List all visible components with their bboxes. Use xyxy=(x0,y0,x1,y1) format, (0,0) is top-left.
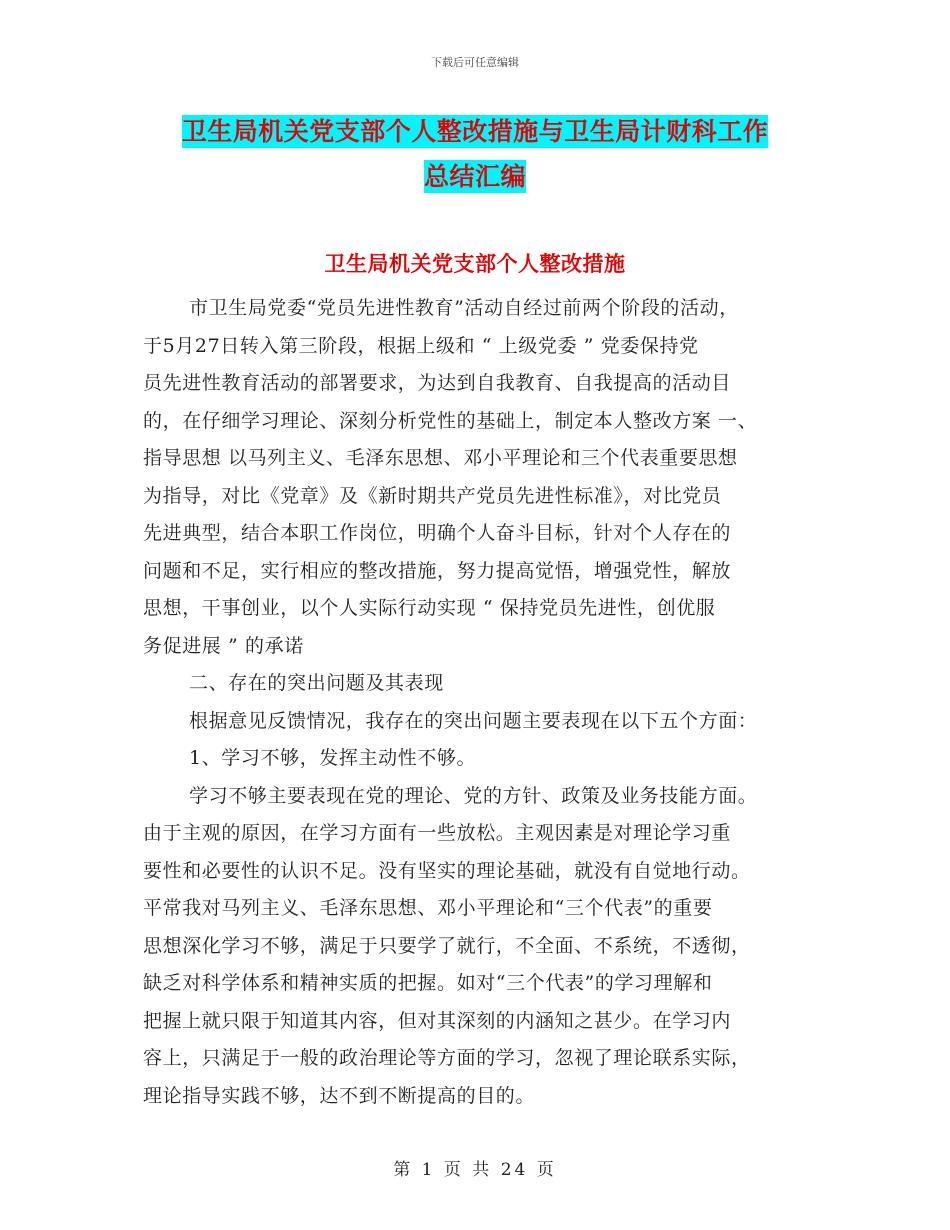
body-line: 学习不够主要表现在党的理论、党的方针、政策及业务技能方面。 xyxy=(189,784,758,807)
page-header: 下载后可任意编辑 xyxy=(431,56,519,69)
body-line: 员先进性教育活动的部署要求，为达到自我教育、自我提高的活动目 xyxy=(143,372,732,394)
body-line: 为指导，对比《党章》及《新时期共产党员先进性标准》，对比党员 xyxy=(143,484,722,507)
body-line: 把握上就只限于知道其内容，但对其深刻的内涵知之甚少。在学习内 xyxy=(143,1009,732,1032)
body-line: 先进典型，结合本职工作岗位，明确个人奋斗目标，针对个人存在的 xyxy=(143,522,732,544)
document-body xyxy=(143,290,818,1115)
body-line: 由于主观的原因，在学习方面有一些放松。主观因素是对理论学习重 xyxy=(143,822,732,844)
body-line: 容上，只满足于一般的政治理论等方面的学习，忽视了理论联系实际， xyxy=(143,1047,751,1069)
body-line: 指导思想 以马列主义、毛泽东思想、邓小平理论和三个代表重要思想 xyxy=(143,447,738,469)
section-title: 卫生局机关党支部个人整改措施 xyxy=(324,252,626,276)
body-line: 缺乏对科学体系和精神实质的把握。如对“三个代表”的学习理解和 xyxy=(143,972,713,994)
document-title-line1: 卫生局机关党支部个人整改措施与卫生局计财科工作 xyxy=(181,117,769,146)
body-line: 平常我对马列主义、毛泽东思想、邓小平理论和“三个代表”的重要 xyxy=(143,897,713,919)
body-line: 要性和必要性的认识不足。没有坚实的理论基础，就没有自觉地行动。 xyxy=(143,859,751,882)
body-line: 根据意见反馈情况，我存在的突出问题主要表现在以下五个方面： xyxy=(189,709,758,732)
body-line: 于5月27日转入第三阶段，根据上级和 “ 上级党委 ” 党委保持党 xyxy=(143,334,699,357)
body-line: 思想，干事创业，以个人实际行动实现 “ 保持党员先进性，创优服 xyxy=(143,597,716,619)
section-heading: 二、存在的突出问题及其表现 xyxy=(189,672,444,694)
body-line: 理论指导实践不够，达不到不断提高的目的。 xyxy=(143,1084,536,1107)
page-footer: 第 1 页 共 24 页 xyxy=(393,1160,557,1180)
body-line: 的，在仔细学习理论、深刻分析党性的基础上，制定本人整改方案 一、 xyxy=(143,409,758,432)
body-line: 务促进展 ” 的承诺 xyxy=(143,634,304,657)
body-line: 思想深化学习不够，满足于只要学了就行，不全面、不系统，不透彻， xyxy=(143,934,751,957)
body-line: 问题和不足，实行相应的整改措施，努力提高觉悟，增强党性，解放 xyxy=(143,559,732,582)
body-line: 市卫生局党委“党员先进性教育”活动自经过前两个阶段的活动， xyxy=(189,297,739,319)
list-item-heading: 1、学习不够，发挥主动性不够。 xyxy=(189,747,477,769)
document-title-line2: 总结汇编 xyxy=(423,162,526,191)
